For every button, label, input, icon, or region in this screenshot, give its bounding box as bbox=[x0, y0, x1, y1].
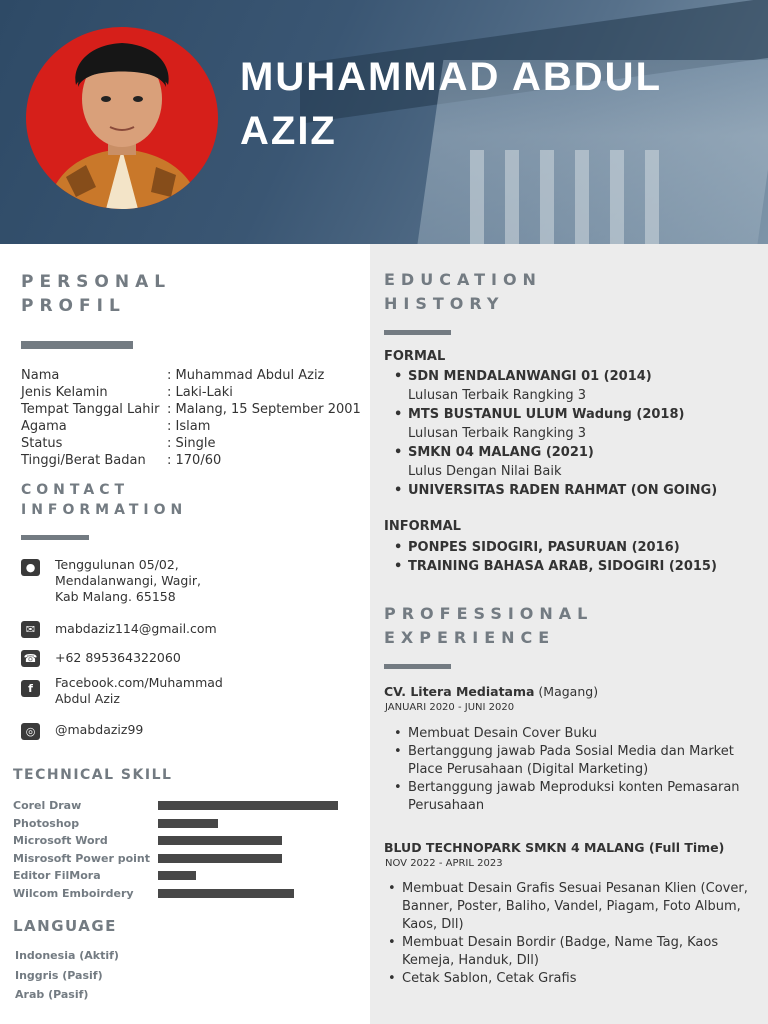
email-text[interactable]: mabdaziz114@gmail.com bbox=[55, 621, 217, 636]
profile-key: Jenis Kelamin bbox=[21, 385, 108, 400]
building-pillar bbox=[645, 150, 659, 244]
education-heading bbox=[384, 268, 542, 316]
profile-key: Tempat Tanggal Lahir bbox=[21, 402, 160, 417]
school-note: Lulus Dengan Nilai Baik bbox=[408, 464, 562, 479]
profile-photo bbox=[26, 27, 218, 209]
profile-value: : Single bbox=[167, 436, 216, 451]
personal-profile-heading bbox=[21, 270, 171, 318]
job-title bbox=[384, 840, 724, 855]
heading-line: HISTORY bbox=[384, 294, 505, 313]
list-item bbox=[392, 443, 762, 481]
job-task-list bbox=[386, 880, 764, 988]
heading-line: EXPERIENCE bbox=[384, 628, 556, 647]
skill-label: Wilcom Emboirdery bbox=[13, 886, 134, 900]
profile-key: Tinggi/Berat Badan bbox=[21, 453, 146, 468]
formal-label: FORMAL bbox=[384, 349, 446, 364]
company-name: BLUD TECHNOPARK SMKN 4 MALANG (Full Time) bbox=[384, 840, 725, 855]
building-pillar bbox=[610, 150, 624, 244]
job-period: NOV 2022 - APRIL 2023 bbox=[385, 858, 503, 869]
profile-value: : Muhammad Abdul Aziz bbox=[167, 368, 325, 383]
instagram-icon: ◎ bbox=[21, 723, 40, 740]
job-title bbox=[384, 684, 598, 699]
skill-level-bar bbox=[158, 836, 282, 845]
facebook-line: Facebook.com/Muhammad bbox=[55, 675, 223, 690]
left-column bbox=[0, 244, 370, 1024]
skill-label: Microsoft Word bbox=[13, 834, 108, 847]
school-note: Lulusan Terbaik Rangking 3 bbox=[408, 426, 587, 441]
school-name: SMKN 04 MALANG (2021) bbox=[408, 445, 594, 460]
facebook-line: Abdul Aziz bbox=[55, 691, 120, 706]
skill-label: Photoshop bbox=[13, 816, 80, 830]
name-line-1: MUHAMMAD ABDUL bbox=[240, 55, 663, 99]
address-text bbox=[55, 557, 345, 605]
school-name: UNIVERSITAS RADEN RAHMAT (ON GOING) bbox=[408, 483, 718, 498]
address-line: Kab Malang. 65158 bbox=[55, 589, 176, 604]
informal-label: INFORMAL bbox=[384, 519, 461, 534]
list-item bbox=[392, 557, 762, 576]
full-name-title bbox=[240, 50, 740, 158]
language-item: Arab (Pasif) bbox=[15, 988, 89, 1001]
skill-label: Editor FilMora bbox=[13, 869, 101, 882]
section-divider bbox=[21, 535, 89, 540]
list-item bbox=[392, 538, 762, 557]
informal-item: TRAINING BAHASA ARAB, SIDOGIRI (2015) bbox=[408, 559, 717, 574]
contact-heading bbox=[21, 480, 187, 520]
job-role: (Magang) bbox=[534, 684, 599, 699]
facebook-icon: f bbox=[21, 680, 40, 697]
section-divider bbox=[384, 330, 451, 335]
informal-education-list bbox=[392, 538, 762, 576]
skill-level-bar bbox=[158, 854, 282, 863]
address-line: Tenggulunan 05/02, bbox=[55, 557, 179, 572]
list-item: • Cetak Sablon, Cetak Grafis bbox=[386, 970, 764, 988]
building-pillar bbox=[505, 150, 519, 244]
skill-level-bar bbox=[158, 819, 218, 828]
skill-label: Misrosoft Power point bbox=[13, 851, 151, 865]
profile-value: : 170/60 bbox=[167, 453, 222, 468]
list-item: • Membuat Desain Bordir (Badge, Name Tag, Kaos Kemeja, Handuk, Dll) bbox=[386, 934, 764, 970]
language-heading: LANGUAGE bbox=[13, 917, 117, 935]
profile-key: Agama bbox=[21, 419, 67, 434]
skill-level-bar bbox=[158, 801, 338, 810]
building-pillar bbox=[540, 150, 554, 244]
experience-heading bbox=[384, 602, 593, 650]
heading-line: EDUCATION bbox=[384, 270, 542, 289]
list-item: • Membuat Desain Grafis Sesuai Pesanan Klien (Cover, Banner, Poster, Baliho, Vandel, Piagam, Foto Album, Kaos, Dll) bbox=[386, 880, 764, 934]
heading-line: CONTACT bbox=[21, 482, 130, 498]
school-name: MTS BUSTANUL ULUM Wadung (2018) bbox=[408, 407, 685, 422]
list-item: • Membuat Desain Cover Buku bbox=[392, 725, 768, 743]
facebook-text[interactable] bbox=[55, 675, 345, 707]
skill-level-bar bbox=[158, 889, 294, 898]
school-name: SDN MENDALANWANGI 01 (2014) bbox=[408, 369, 652, 384]
person-portrait-icon bbox=[26, 27, 218, 209]
phone-text[interactable]: +62 895364322060 bbox=[55, 650, 181, 665]
formal-education-list bbox=[392, 367, 762, 500]
address-line: Mendalanwangi, Wagir, bbox=[55, 573, 201, 588]
language-item: Indonesia (Aktif) bbox=[15, 949, 119, 962]
profile-value: : Islam bbox=[167, 419, 211, 434]
profile-key: Nama bbox=[21, 368, 60, 383]
header-banner bbox=[0, 0, 768, 244]
envelope-icon: ✉ bbox=[21, 621, 40, 638]
skill-label: Corel Draw bbox=[13, 799, 82, 812]
right-column bbox=[370, 244, 768, 1024]
heading-line: PROFIL bbox=[21, 296, 126, 316]
informal-item: PONPES SIDOGIRI, PASURUAN (2016) bbox=[408, 540, 680, 555]
building-pillar bbox=[575, 150, 589, 244]
profile-value: : Laki-Laki bbox=[167, 385, 233, 400]
section-divider bbox=[384, 664, 451, 669]
heading-line: PERSONAL bbox=[21, 272, 172, 292]
section-divider bbox=[21, 341, 133, 349]
list-item: • Bertanggung jawab Pada Sosial Media dan Market Place Perusahaan (Digital Marketing) bbox=[392, 743, 768, 779]
job-task-list bbox=[392, 725, 768, 815]
list-item: • Bertanggung jawab Meproduksi konten Pemasaran Perusahaan bbox=[392, 779, 768, 815]
school-note: Lulusan Terbaik Rangking 3 bbox=[408, 388, 587, 403]
technical-skill-heading: TECHNICAL SKILL bbox=[13, 767, 173, 783]
language-item: Inggris (Pasif) bbox=[15, 969, 103, 982]
list-item bbox=[392, 405, 762, 443]
name-line-2: AZIZ bbox=[240, 109, 337, 153]
profile-value: : Malang, 15 September 2001 bbox=[167, 402, 361, 417]
profile-key: Status bbox=[21, 436, 63, 451]
heading-line: PROFESSIONAL bbox=[384, 604, 594, 623]
job-period: JANUARI 2020 - JUNI 2020 bbox=[385, 702, 515, 713]
company-name: CV. Litera Mediatama bbox=[384, 684, 535, 699]
building-pillar bbox=[470, 150, 484, 244]
list-item bbox=[392, 367, 762, 405]
list-item bbox=[392, 481, 762, 500]
phone-icon: ☎ bbox=[21, 650, 40, 667]
location-pin-icon: ● bbox=[21, 559, 40, 576]
instagram-text[interactable]: @mabdaziz99 bbox=[55, 722, 144, 737]
heading-line: INFORMATION bbox=[21, 502, 188, 518]
skill-level-bar bbox=[158, 871, 196, 880]
